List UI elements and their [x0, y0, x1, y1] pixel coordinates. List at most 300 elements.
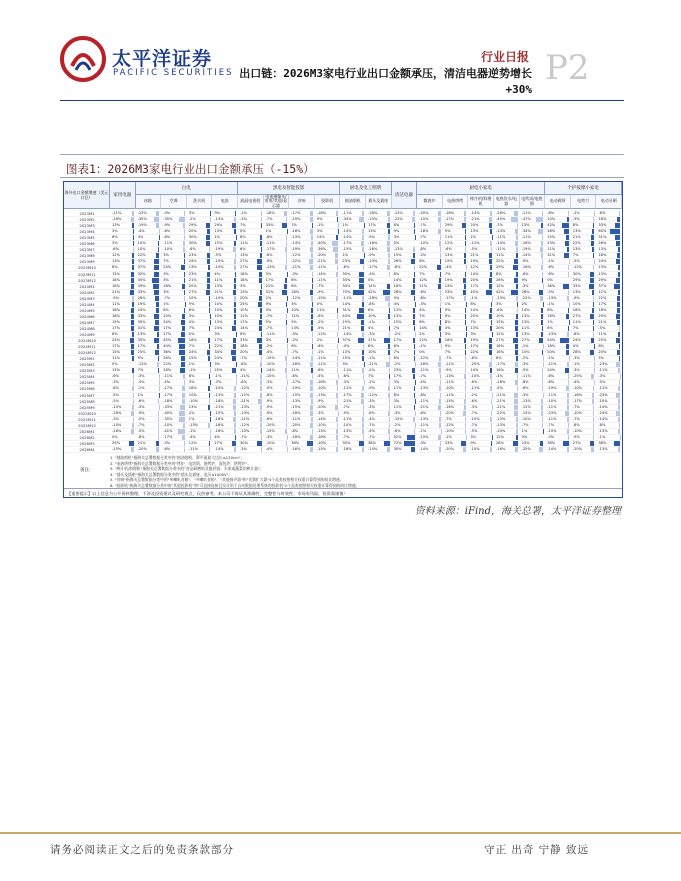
value-label: -19%	[547, 386, 557, 391]
value-label: -3%	[240, 217, 247, 222]
value-label: -7%	[342, 434, 350, 439]
value-label: -16%	[316, 434, 327, 439]
value-label: 3%	[188, 211, 195, 215]
value-label: 13%	[470, 229, 479, 234]
value-label: 30%	[572, 271, 581, 276]
value-label: -2%	[572, 211, 580, 215]
value-label: 13%	[444, 253, 453, 258]
value-label: 33%	[444, 440, 453, 445]
value-label: -3%	[240, 446, 247, 451]
value-label: -21%	[496, 404, 506, 409]
export-growth-table	[63, 181, 623, 498]
value-label: -7%	[521, 422, 529, 427]
value-label: 13%	[112, 368, 120, 373]
value-label: -2%	[393, 362, 401, 367]
value-label: -9%	[444, 368, 452, 373]
value-label: -15%	[316, 295, 327, 300]
value-label: 42%	[368, 289, 376, 294]
table-cell	[212, 446, 238, 453]
value-label: -14%	[291, 241, 301, 246]
value-label: -13%	[419, 386, 429, 391]
value-label: 30%	[188, 235, 197, 240]
row-period-label: 2025M1	[79, 356, 95, 362]
value-label: -11%	[163, 374, 173, 379]
value-label: 11%	[240, 313, 248, 318]
value-label: 20%	[470, 313, 479, 318]
value-label: -20%	[444, 446, 455, 451]
value-label: 21%	[188, 277, 197, 282]
value-label: 17%	[112, 344, 120, 349]
value-bar	[131, 447, 133, 452]
value-label: 18%	[188, 386, 197, 391]
value-label: -12%	[444, 422, 455, 427]
value-label: 38%	[598, 440, 607, 445]
value-label: -3%	[521, 283, 529, 288]
column-group-header: 清洁电器	[392, 182, 418, 209]
value-label: -4%	[265, 350, 273, 355]
value-label: 33%	[240, 338, 248, 343]
value-label: 26%	[393, 289, 402, 294]
value-label: 3%	[444, 332, 451, 336]
value-label: 27%	[163, 332, 172, 336]
value-label: -24%	[598, 410, 608, 415]
value-label: 40%	[163, 344, 172, 349]
value-label: 21%	[265, 283, 274, 288]
value-label: 19%	[470, 259, 479, 264]
value-label: 18%	[240, 344, 248, 349]
value-label: 11%	[496, 253, 504, 258]
value-label: -10%	[316, 422, 327, 427]
value-label: -11%	[265, 241, 275, 246]
value-label: -10%	[444, 428, 455, 433]
value-label: -13%	[496, 416, 506, 421]
value-label: -10%	[521, 416, 531, 421]
value-label: -16%	[521, 241, 531, 246]
value-label: 20%	[496, 325, 504, 330]
value-label: -23%	[137, 211, 147, 215]
value-label: 26%	[163, 356, 172, 361]
row-period-label: 2024M5	[79, 307, 95, 313]
value-label: -13%	[291, 398, 301, 403]
value-label: -16%	[342, 446, 352, 451]
value-label: -4%	[137, 380, 145, 385]
value-label: -11%	[188, 446, 199, 451]
value-label: 30%	[137, 319, 146, 324]
column-group-header: 个护按摩小家电	[545, 182, 622, 195]
value-label: -7%	[547, 422, 555, 427]
value-label: -11%	[163, 241, 173, 246]
value-label: -17%	[342, 392, 352, 397]
value-label: 27%	[240, 265, 248, 270]
value-label: 12%	[419, 277, 428, 282]
value-label: -6%	[163, 229, 171, 234]
value-bar	[156, 447, 159, 452]
value-label: 4%	[240, 368, 246, 373]
value-label: -3%	[137, 374, 145, 379]
value-label: 23%	[444, 289, 453, 294]
value-label: -14%	[342, 229, 352, 234]
value-label: -11%	[316, 277, 327, 282]
row-period-label: 2024M8	[79, 325, 95, 331]
value-label: -1%	[547, 301, 555, 306]
value-label: -2%	[291, 338, 299, 343]
value-label: -10%	[265, 440, 275, 445]
column-header: 电吹风/电热锅	[520, 195, 546, 209]
value-label: 9%	[316, 217, 323, 222]
value-label: -10%	[496, 428, 506, 433]
value-label: -21%	[496, 398, 506, 403]
value-label: -13%	[188, 422, 199, 427]
value-label: -1%	[572, 362, 580, 367]
value-label: -6%	[419, 289, 427, 294]
value-label: -17%	[163, 386, 173, 391]
value-label: 7%	[572, 253, 579, 258]
value-label: 16%	[496, 344, 504, 349]
value-label: 28%	[496, 440, 504, 445]
value-label: 27%	[572, 440, 581, 445]
row-period-label: 2024M9	[79, 332, 95, 337]
value-label: -7%	[470, 422, 478, 427]
value-label: -3%	[393, 410, 401, 415]
value-label: -7%	[291, 350, 299, 355]
value-label: -11%	[470, 386, 480, 391]
value-label: -15%	[316, 446, 327, 451]
value-label: -5%	[137, 416, 145, 421]
value-label: -14%	[342, 332, 352, 336]
value-label: -15%	[393, 416, 403, 421]
value-label: -15%	[112, 446, 122, 451]
value-label: 0%	[316, 301, 323, 306]
value-label: -22%	[496, 410, 506, 415]
value-label: -1%	[188, 368, 196, 373]
value-label: -13%	[496, 422, 506, 427]
value-label: -14%	[265, 368, 275, 373]
value-label: -10%	[163, 247, 173, 252]
value-label: 23%	[188, 271, 197, 276]
value-label: -20%	[470, 362, 480, 367]
value-label: 13%	[393, 313, 402, 318]
value-label: 6%	[393, 271, 400, 276]
value-label: -20%	[316, 253, 327, 258]
value-label: -12%	[240, 392, 250, 397]
value-label: 6%	[112, 235, 118, 240]
value-label: -5%	[598, 380, 606, 385]
value-label: -10%	[214, 295, 224, 300]
value-label: 0%	[112, 434, 118, 439]
value-label: 27%	[496, 338, 504, 343]
value-label: 15%	[214, 241, 223, 246]
value-label: -10%	[240, 428, 250, 433]
value-label: -9%	[265, 410, 273, 415]
value-label: -3%	[163, 211, 171, 215]
value-label: 22%	[163, 362, 172, 367]
footer-rule	[0, 832, 681, 834]
value-label: -5%	[496, 386, 503, 391]
value-label: 7%	[240, 223, 246, 228]
row-period-label: 2023M8	[79, 253, 95, 259]
column-header: 电动剃须	[545, 195, 571, 209]
value-label: -10%	[316, 440, 327, 445]
value-label: 13%	[572, 229, 581, 234]
value-label: -6%	[188, 247, 196, 252]
value-label: 33%	[265, 223, 274, 228]
value-label: 33%	[137, 313, 146, 318]
value-label: 33%	[598, 223, 607, 228]
page-number: P2	[545, 48, 590, 88]
table-cell	[238, 446, 264, 453]
value-label: 24%	[163, 265, 172, 270]
value-label: 24%	[214, 325, 223, 330]
value-label: -9%	[368, 428, 375, 433]
table-cell	[545, 446, 571, 453]
value-label: -1%	[419, 428, 427, 433]
value-label: -11%	[316, 362, 327, 367]
value-bar	[362, 447, 364, 452]
value-label: -7%	[419, 223, 427, 228]
value-label: 20%	[188, 229, 197, 234]
value-label: 12%	[470, 265, 479, 270]
value-label: -16%	[112, 217, 122, 222]
value-label: 7%	[444, 271, 451, 276]
value-label: 13%	[521, 319, 530, 324]
value-label: -23%	[598, 362, 608, 367]
value-label: -9%	[265, 386, 273, 391]
value-label: -11%	[547, 416, 557, 421]
value-label: 22%	[214, 344, 223, 349]
value-label: 19%	[444, 277, 453, 282]
value-label: -1%	[419, 344, 427, 349]
value-label: -17%	[291, 380, 301, 385]
value-label: 3%	[393, 398, 400, 403]
value-label: 4%	[419, 307, 425, 312]
value-label: -6%	[598, 211, 606, 215]
value-label: -6%	[496, 307, 503, 312]
table-cell	[340, 446, 366, 453]
value-label: 9%	[444, 313, 451, 318]
value-label: -13%	[291, 235, 301, 240]
value-label: -8%	[368, 410, 375, 415]
value-label: 16%	[444, 338, 453, 343]
value-label: 0%	[521, 434, 528, 439]
value-label: 45%	[163, 338, 172, 343]
value-label: -8%	[112, 386, 119, 391]
value-label: 8%	[419, 259, 425, 264]
table-cell	[136, 446, 162, 453]
value-label: -11%	[496, 247, 506, 252]
value-label: 8%	[393, 356, 400, 361]
value-label: 2%	[188, 410, 195, 415]
value-label: -19%	[291, 217, 301, 222]
value-label: 15%	[112, 271, 120, 276]
value-label: 9%	[470, 440, 477, 445]
value-label: 9%	[521, 277, 528, 282]
value-label: -18%	[112, 410, 122, 415]
value-label: -18%	[163, 398, 173, 403]
value-label: -4%	[444, 265, 452, 270]
value-label: 6%	[240, 332, 246, 336]
value-label: 9%	[265, 301, 272, 306]
value-label: 31%	[137, 325, 146, 330]
value-label: -10%	[214, 386, 224, 391]
value-label: -20%	[291, 422, 301, 427]
value-label: 12%	[496, 332, 504, 336]
value-label: -6%	[393, 428, 401, 433]
value-label: 8%	[496, 271, 502, 276]
value-label: 22%	[572, 241, 581, 246]
value-label: -13%	[240, 410, 250, 415]
value-label: 1%	[521, 428, 528, 433]
value-label: -6%	[112, 374, 119, 379]
value-label: 28%	[547, 229, 556, 234]
value-label: 10%	[214, 301, 223, 306]
value-label: -15%	[521, 410, 531, 415]
value-label: 14%	[342, 301, 351, 306]
value-label: 26%	[496, 277, 504, 282]
value-label: 7%	[188, 344, 195, 349]
value-label: 15%	[112, 319, 120, 324]
value-label: 33%	[572, 283, 581, 288]
value-label: -6%	[316, 344, 324, 349]
value-label: -10%	[470, 374, 480, 379]
value-label: -40%	[316, 241, 327, 246]
value-label: -19%	[137, 223, 147, 228]
value-label: -5%	[572, 259, 580, 264]
value-label: -22%	[521, 295, 531, 300]
row-period-label: 2025M7	[79, 392, 95, 398]
value-bar	[411, 447, 416, 452]
row-period-label: 2025M10	[78, 410, 96, 416]
value-label: 10%	[547, 217, 556, 222]
value-label: -13%	[598, 446, 608, 451]
value-label: 0%	[368, 277, 374, 282]
value-label: -36%	[316, 247, 327, 252]
value-label: 27%	[188, 289, 197, 294]
value-label: -10%	[419, 241, 429, 246]
value-label: -12%	[572, 265, 583, 270]
value-label: 21%	[214, 289, 223, 294]
note-item: 2. "电热烘烤"指海关总署数据分类中的"烤炉，电饭锅，烧烤炉，面包炉，烘烤炉"；	[110, 460, 251, 466]
table-notes	[64, 452, 622, 489]
value-label: -28%	[368, 295, 378, 300]
value-label: -7%	[419, 374, 427, 379]
value-label: 20%	[240, 350, 248, 355]
value-label: -10%	[265, 422, 275, 427]
value-label: -25%	[572, 374, 583, 379]
value-label: 10%	[291, 307, 300, 312]
value-label: 26%	[137, 295, 146, 300]
value-label: 17%	[240, 319, 248, 324]
value-label: 7%	[393, 350, 400, 355]
value-label: 27%	[214, 440, 223, 445]
row-period-label: 2026M4	[79, 446, 95, 452]
value-label: 11%	[444, 235, 453, 240]
value-label: 24%	[188, 350, 197, 355]
value-label: -16%	[444, 211, 455, 215]
value-label: -6%	[547, 265, 555, 270]
value-label: 18%	[598, 217, 607, 222]
value-label: -11%	[291, 416, 301, 421]
column-header: 微波炉	[417, 195, 443, 209]
value-label: 6%	[240, 247, 246, 252]
value-label: -2%	[368, 380, 375, 385]
value-label: -3%	[265, 434, 273, 439]
row-period-label: 2025M8	[79, 398, 95, 404]
value-label: 13%	[240, 289, 248, 294]
row-period-label: 2025M9	[79, 404, 95, 410]
value-label: 3%	[188, 380, 195, 385]
row-period-label: 2023M4	[79, 229, 95, 235]
value-label: 23%	[521, 440, 530, 445]
value-label: -6%	[112, 247, 119, 252]
value-label: -6%	[444, 247, 452, 252]
value-label: 10%	[240, 307, 248, 312]
column-header: 投影机	[315, 195, 341, 209]
value-label: -19%	[521, 247, 531, 252]
value-label: -12%	[316, 332, 327, 336]
value-label: -7%	[444, 416, 452, 421]
value-label: 6%	[291, 344, 297, 349]
value-label: -14%	[598, 404, 608, 409]
value-label: 17%	[265, 277, 274, 282]
value-label: 3%	[112, 241, 118, 246]
value-label: 13%	[214, 283, 223, 288]
value-label: 31%	[342, 307, 351, 312]
value-label: -8%	[547, 380, 555, 385]
value-label: 37%	[137, 259, 146, 264]
value-label: -8%	[521, 380, 529, 385]
value-label: 21%	[598, 319, 607, 324]
value-label: 0%	[240, 229, 246, 234]
value-label: 13%	[598, 271, 607, 276]
value-label: -35%	[163, 217, 173, 222]
value-label: 24%	[163, 319, 172, 324]
value-label: -3%	[572, 368, 580, 373]
value-label: 72%	[393, 440, 402, 445]
value-label: -12%	[470, 241, 480, 246]
value-label: -7%	[496, 223, 503, 228]
value-label: -7%	[572, 416, 580, 421]
value-label: -3%	[521, 362, 529, 367]
value-label: -11%	[444, 392, 455, 397]
value-label: -6%	[342, 374, 350, 379]
value-label: -5%	[598, 325, 606, 330]
value-label: 1%	[470, 235, 477, 240]
value-label: 22%	[419, 265, 428, 270]
table-cell	[520, 446, 546, 453]
value-label: -3%	[291, 332, 299, 336]
value-label: 10%	[572, 301, 581, 306]
value-label: -10%	[598, 398, 608, 403]
value-label: 13%	[214, 229, 223, 234]
value-label: -16%	[521, 265, 531, 270]
value-label: -6%	[521, 386, 529, 391]
value-label: 7%	[188, 325, 195, 330]
value-label: -11%	[444, 362, 455, 367]
value-label: 16%	[572, 307, 581, 312]
value-label: 3%	[214, 332, 221, 336]
table-cell	[468, 446, 494, 453]
value-label: -10%	[444, 386, 455, 391]
value-label: 20%	[240, 295, 248, 300]
value-label: -1%	[470, 295, 478, 300]
value-label: -7%	[163, 295, 171, 300]
value-label: -7%	[265, 313, 273, 318]
value-label: -18%	[368, 211, 378, 215]
value-label: 31%	[598, 235, 607, 240]
value-label: 18%	[188, 338, 197, 343]
value-label: -11%	[316, 265, 327, 270]
value-label: -9%	[342, 410, 350, 415]
